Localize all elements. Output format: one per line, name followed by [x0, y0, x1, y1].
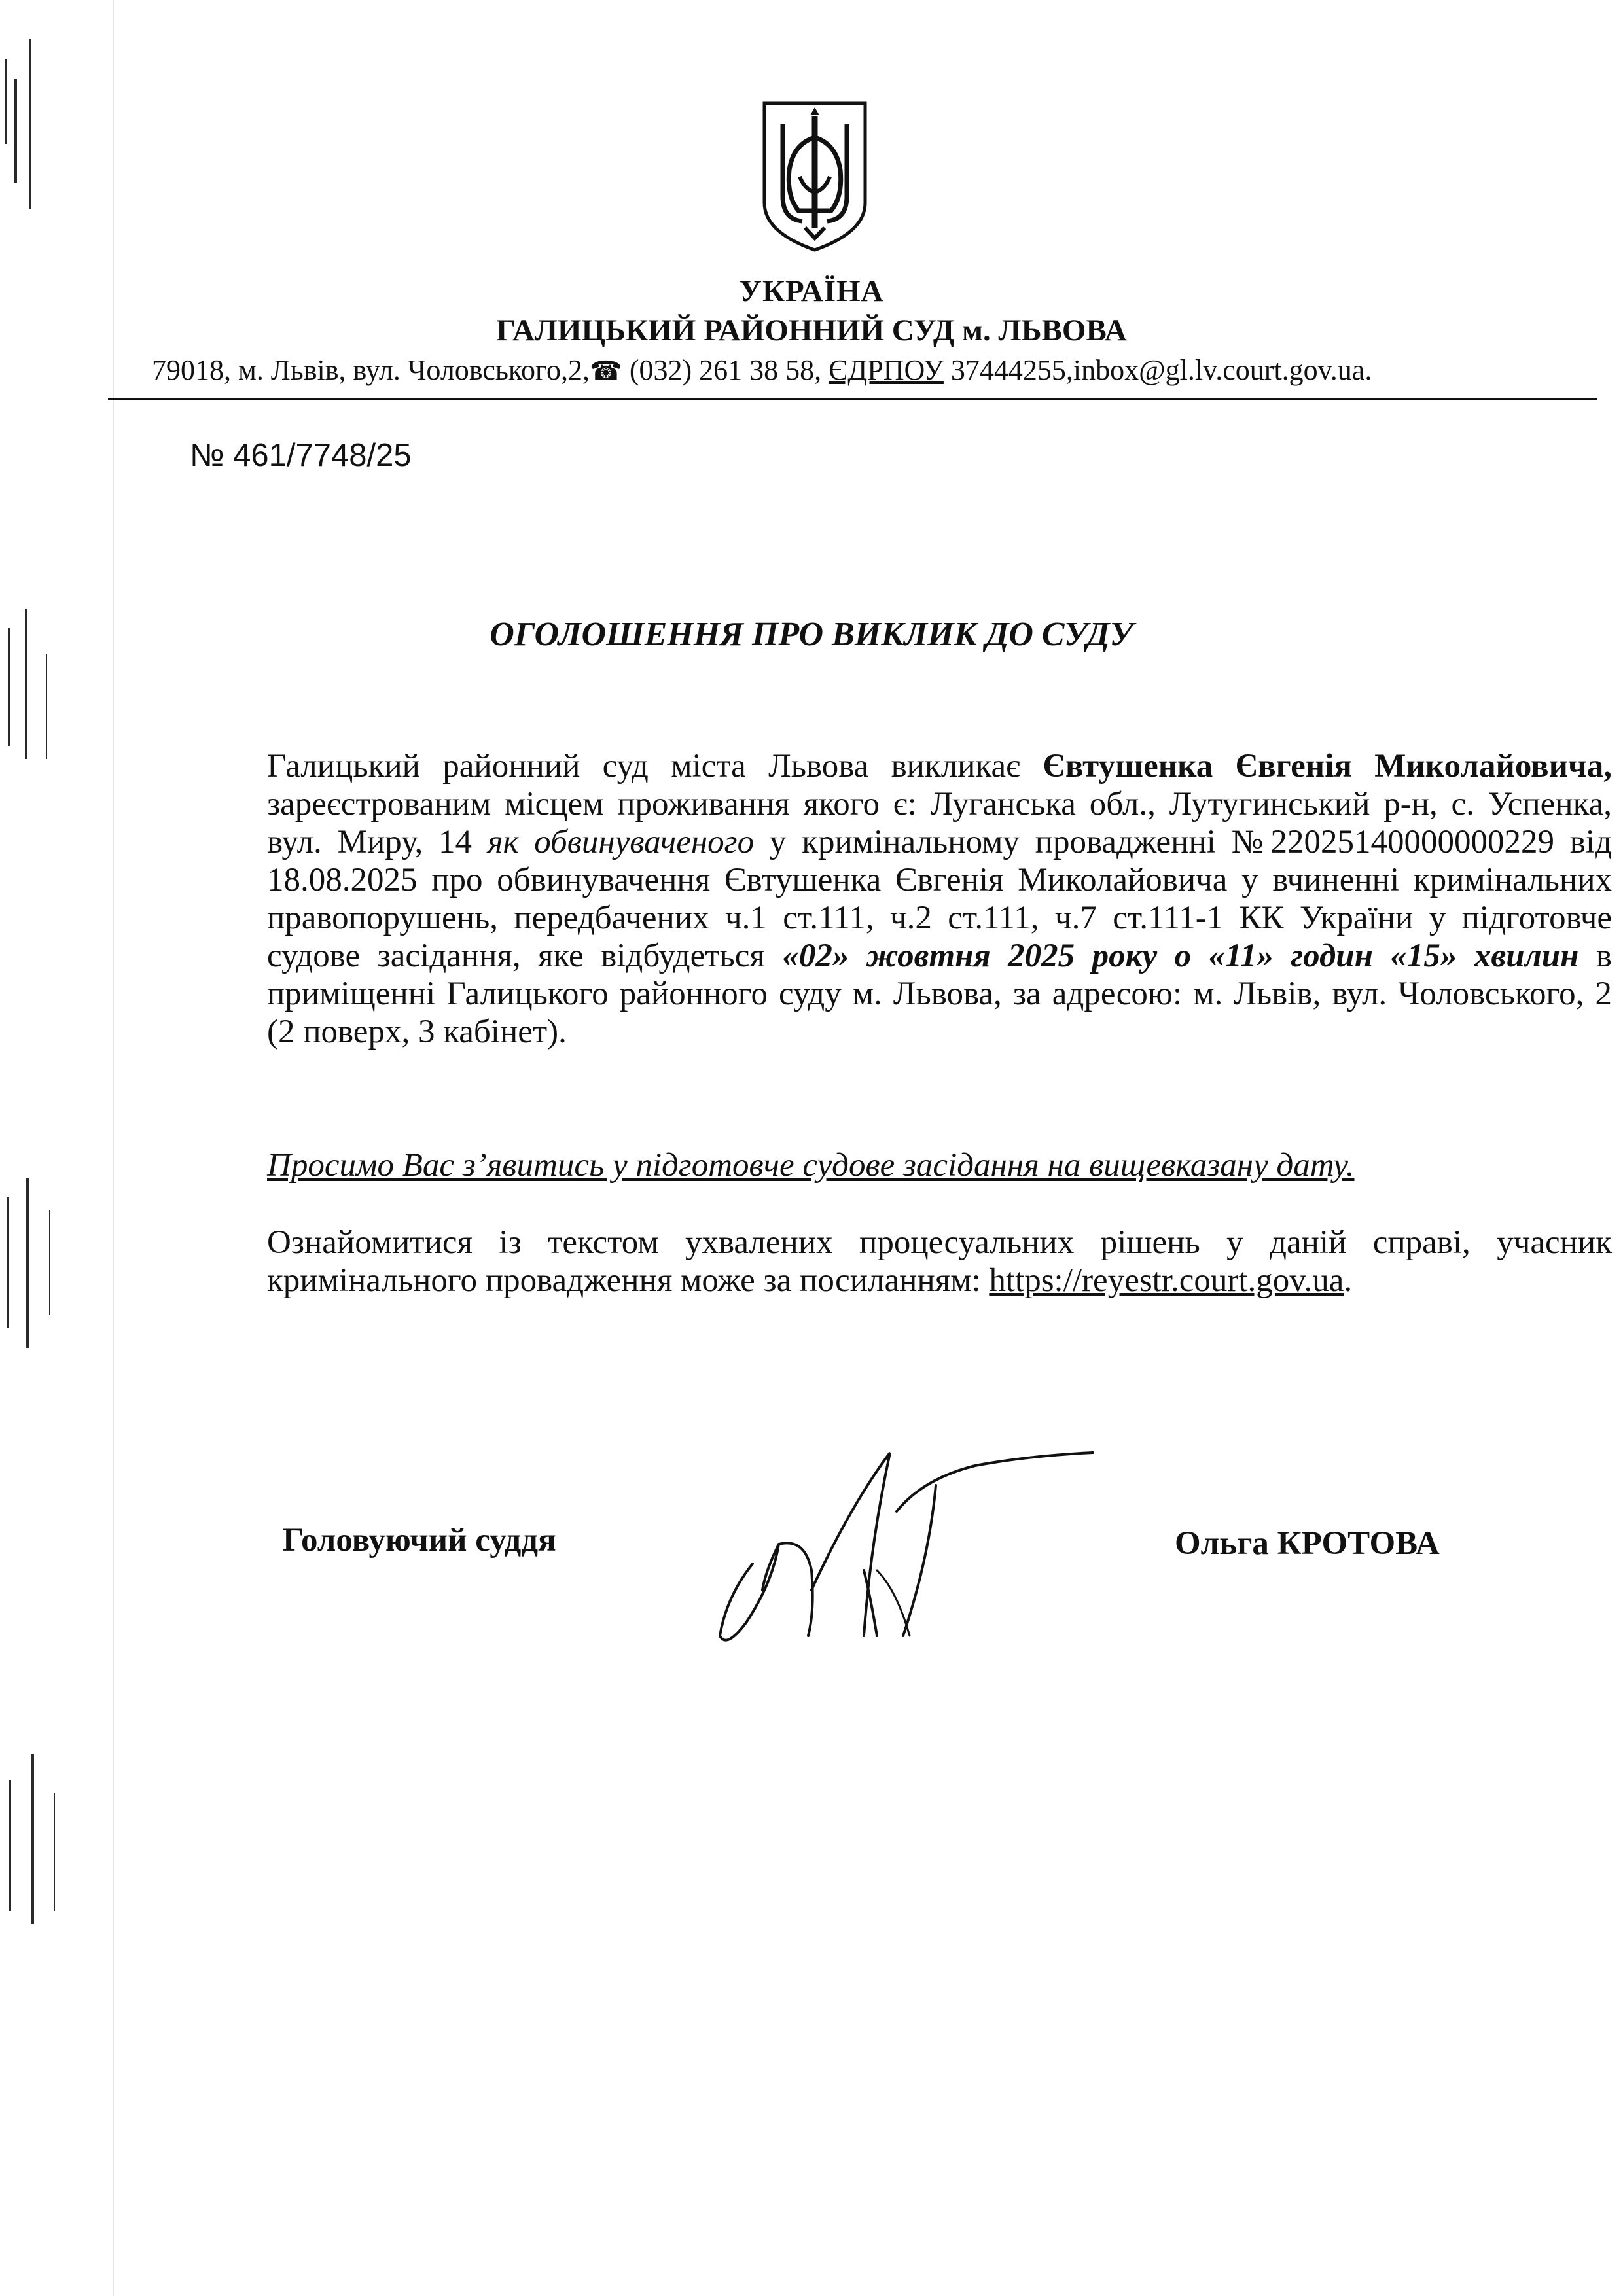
scan-artifact [9, 1780, 11, 1911]
paragraph-text: . [1344, 1262, 1353, 1299]
scan-artifact [29, 39, 31, 209]
scan-artifact [31, 1754, 34, 1924]
scan-artifact [7, 1197, 9, 1328]
coat-of-arms-icon [759, 98, 870, 255]
scan-artifact [5, 59, 7, 144]
phone-number: (032) 261 38 58, [622, 354, 829, 386]
scan-artifact [54, 1793, 55, 1911]
scan-artifact [26, 1178, 29, 1348]
registry-link[interactable]: https://reyestr.court.gov.ua [989, 1262, 1344, 1299]
paragraph-text: у кримінальному провадженні №22025140000000229 від 18.08.2025 про обвинувачення Євтушенка Євгенія Миколайовича у вчиненні кримінальних правопорушень, передбачених ч.1 ст.111, ч.2 ст.111, ч.7 ст.111-1 КК України у підготовче судове засідання, яке відбудеться [267, 824, 1612, 974]
scan-artifact [46, 654, 47, 759]
paragraph-text: зареєстрованим місцем проживання якого є: Луганська обл., Лутугинський р-н, с. Успенка, вул. Миру, 14 [267, 786, 1612, 860]
court-heading: ГАЛИЦЬКИЙ РАЙОННИЙ СУД м. ЛЬВОВА [496, 313, 1127, 347]
country-heading: УКРАЇНА [739, 274, 884, 308]
scan-artifact [14, 79, 17, 183]
telephone-icon: ☎ [590, 356, 622, 385]
hearing-datetime: «02» жовтня 2025 року о «11» годин «15» хвилин [782, 938, 1579, 974]
court-address-line [152, 353, 1565, 387]
defendant-role: як обвинуваченого [487, 824, 755, 860]
edrpou-email: 37444255,inbox@gl.lv.court.gov.ua. [943, 354, 1372, 386]
judge-name: Ольга КРОТОВА [1175, 1525, 1440, 1562]
attendance-request-paragraph [183, 1146, 1612, 1184]
case-number: № 461/7748/25 [190, 438, 412, 473]
presiding-judge-label: Головуючий суддя [283, 1522, 556, 1559]
summons-paragraph [183, 747, 1612, 1051]
paragraph-text: Галицький районний суд міста Львова викликає [267, 748, 1043, 785]
address-text: 79018, м. Львів, вул. Чоловського,2, [152, 354, 590, 386]
paragraph-text: в приміщенні Галицького районного суду м. Львова, за адресою: м. Львів, вул. Чоловського, 2 (2 поверх, 3 кабінет). [267, 938, 1612, 1050]
attendance-request: Просимо Вас з’явитись у підготовче судове засідання на вищевказану дату. [267, 1147, 1355, 1184]
registry-paragraph [183, 1224, 1612, 1299]
handwritten-signature [700, 1439, 1119, 1655]
edrpou-label: ЄДРПОУ [829, 354, 944, 386]
scan-artifact [49, 1210, 50, 1315]
paragraph-text: Ознайомитися із текстом ухвалених процесуальних рішень у даній справі, учасник кримінального провадження може за посиланням: [267, 1224, 1612, 1299]
notice-title: ОГОЛОШЕННЯ ПРО ВИКЛИК ДО СУДУ [490, 616, 1133, 653]
header-divider [108, 398, 1597, 400]
defendant-name: Євтушенка Євгенія Миколайовича, [1043, 748, 1612, 785]
